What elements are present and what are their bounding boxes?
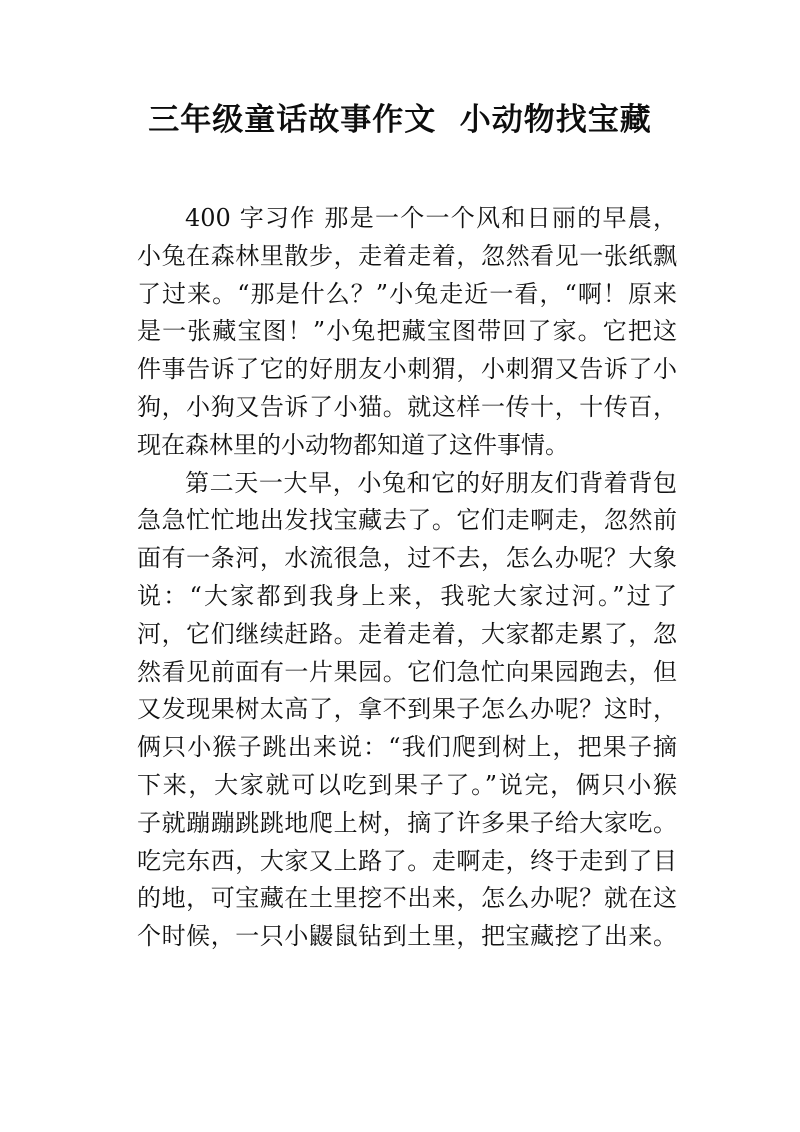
text-line: 狗，小狗又告诉了小猫。就这样一传十，十传百， [137,392,677,421]
text-line: 件事告诉了它的好朋友小刺猬，小刺猬又告诉了小 [137,355,677,384]
document-body [137,200,677,956]
text-line: 是一张藏宝图！”小兔把藏宝图带回了家。它把这 [137,317,677,346]
text-line: 小兔在森林里散步，走着走着，忽然看见一张纸飘 [137,241,677,270]
text-line: 子就蹦蹦跳跳地爬上树，摘了许多果子给大家吃。 [137,808,677,837]
text-line: 个时候，一只小鼹鼠钻到土里，把宝藏挖了出来。 [137,922,677,951]
text-line: 的地，可宝藏在土里挖不出来，怎么办呢？就在这 [137,884,677,913]
paragraph-1 [137,200,677,465]
text-line: 现在森林里的小动物都知道了这件事情。 [137,430,569,459]
text-line: 了过来。“那是什么？”小兔走近一看，“啊！原来 [137,279,677,308]
paragraph-2 [137,465,677,956]
text-line: 面有一条河，水流很急，过不去，怎么办呢？大象 [137,544,677,573]
text-line: 说：“大家都到我身上来，我驼大家过河。”过了 [137,581,677,610]
text-line: 吃完东西，大家又上路了。走啊走，终于走到了目 [137,846,677,875]
document-title: 三年级童话故事作文 小动物找宝藏 [148,102,652,138]
text-line: 然看见前面有一片果园。它们急忙向果园跑去，但 [137,657,677,686]
text-line: 第二天一大早，小兔和它的好朋友们背着背包 [185,468,677,497]
text-line: 急急忙忙地出发找宝藏去了。它们走啊走，忽然前 [137,506,677,535]
text-line: 河，它们继续赶路。走着走着，大家都走累了，忽 [137,619,677,648]
text-line: 俩只小猴子跳出来说：“我们爬到树上，把果子摘 [137,733,677,762]
text-line: 又发现果树太高了，拿不到果子怎么办呢？这时， [137,695,677,724]
text-line: 400 字习作 那是一个一个风和日丽的早晨， [185,204,677,232]
text-line: 下来，大家就可以吃到果子了。”说完，俩只小猴 [137,770,677,799]
